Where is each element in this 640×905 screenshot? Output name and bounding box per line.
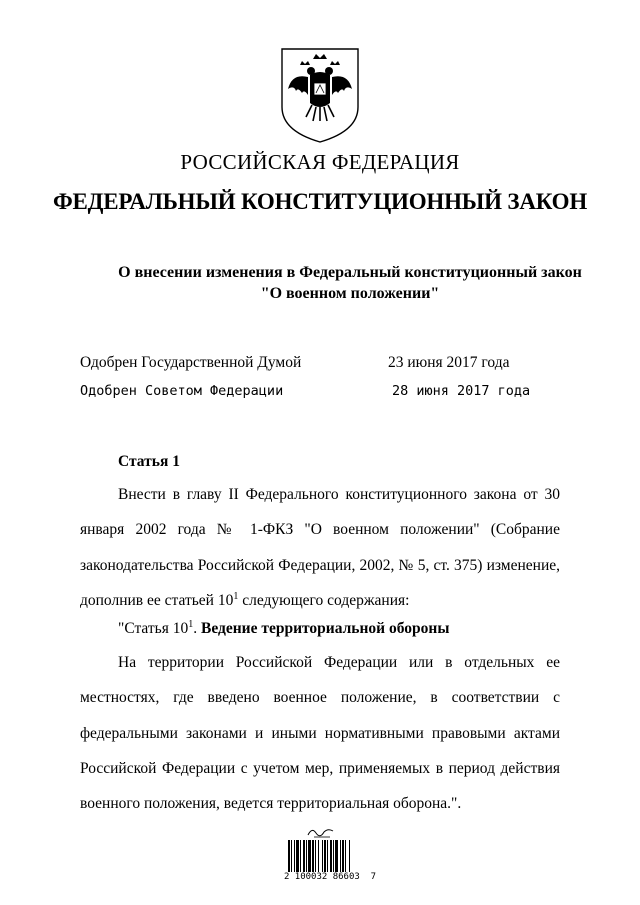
handwritten-mark xyxy=(306,825,336,839)
approval-body: Одобрен Государственной Думой xyxy=(80,354,302,371)
law-title-line-1: О внесении изменения в Федеральный конституционный закон xyxy=(118,264,582,281)
country-name: РОССИЙСКАЯ ФЕДЕРАЦИЯ xyxy=(180,150,460,174)
approval-body: Одобрен Советом Федерации xyxy=(80,383,284,399)
quoted-article-paragraph: На территории Российской Федерации или в отдельных ее местностях, где введено военное положение, в соответствии с федеральными законами и иными нормативными правовыми актами Российской Федерации с учетом мер, применяемых в период действия военного положения, ведется территориальная оборона.". xyxy=(80,654,560,813)
quoted-article-title: Ведение территориальной обороны xyxy=(201,620,450,637)
document-type: ФЕДЕРАЛЬНЫЙ КОНСТИТУЦИОННЫЙ ЗАКОН xyxy=(52,189,588,214)
quoted-article-heading xyxy=(118,620,449,638)
superscript: 1 xyxy=(233,590,239,602)
approval-date: 23 июня 2017 года xyxy=(388,354,510,371)
approval-date: 28 июня 2017 года xyxy=(392,383,531,399)
paragraph-text: Внести в главу II Федерального конституционного закона от 30 января 2002 года № 1-ФКЗ "О военном положении" (Собрание законодательства Российской Федерации, 2002, № 5, ст. 375) изменение, дополнив ее статьей 10 xyxy=(80,486,560,609)
barcode-icon xyxy=(287,840,379,872)
coat-of-arms-icon xyxy=(278,45,362,145)
article-paragraph xyxy=(80,477,560,618)
superscript: 1 xyxy=(188,619,194,630)
law-title-line-2: "О военном положении" xyxy=(260,285,440,302)
article-heading: Статья 1 xyxy=(118,453,180,470)
law-title xyxy=(80,262,620,304)
quoted-article-dot: . xyxy=(193,620,198,637)
quoted-article-number: "Статья 10 xyxy=(118,620,189,637)
barcode-number: 2 100032 86603 7 xyxy=(283,872,377,882)
paragraph-text-end: следующего содержания: xyxy=(238,591,410,609)
